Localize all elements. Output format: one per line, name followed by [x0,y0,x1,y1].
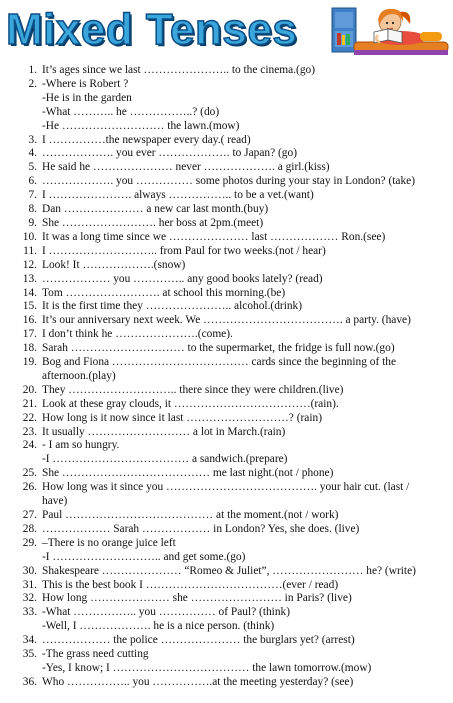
exercise-text: afternoon.(play) [42,369,116,382]
exercise-item [0,175,453,189]
exercise-text: Tom ……………………. at school this morning.(be) [42,286,286,299]
exercise-text: Look at these gray clouds, it ………………………………(rain). [42,397,339,410]
exercise-text: -Where is Robert ? [42,77,129,90]
exercise-item [0,161,453,175]
exercise-text: -Well, I ………………. he is a nice person. (think) [42,620,275,633]
exercise-number: 31. [22,578,37,591]
exercise-number: 14. [22,286,37,299]
exercise-number: 6. [28,175,37,188]
exercise-text: It was a long time since we ………………… last ……………… Ron.(see) [42,230,386,243]
exercise-continuation-line [0,92,453,106]
exercise-text: It usually ……………………… a lot in March.(rain) [42,425,286,438]
exercise-number: 23. [22,425,37,438]
exercise-item [0,259,453,273]
exercise-number: 33. [22,606,37,619]
exercise-item [0,147,453,161]
exercise-continuation-line [0,662,453,676]
exercise-item [0,579,453,593]
exercise-number: 28. [22,522,37,535]
exercise-number: 17. [22,328,37,341]
exercise-continuation-line [0,453,453,467]
exercise-number: 19. [22,356,37,369]
exercise-number: 2. [28,77,37,90]
exercise-text: She ………………………………… me last night.(not / phone) [42,467,334,480]
exercise-text: - I am so hungry. [42,439,120,452]
exercise-list [0,64,453,690]
exercise-item [0,314,453,328]
exercise-item [0,245,453,259]
exercise-continuation-line [0,370,453,384]
exercise-number: 11. [23,244,37,257]
exercise-text: -I ……………………………… a sandwich.(prepare) [42,453,288,466]
exercise-number: 29. [22,536,37,549]
exercise-item [0,384,453,398]
exercise-item [0,537,453,551]
exercise-text: Dan ………………… a new car last month.(buy) [42,203,269,216]
exercise-text: -I ……………………….. and get some.(go) [42,550,246,563]
exercise-text: I ……………the newspaper every day.( read) [42,133,251,146]
exercise-text: It is the first time they ………………….. alcohol.(drink) [42,300,303,313]
exercise-text: Who …………….. you …………….at the meeting yesterday? (see) [42,675,354,688]
exercise-continuation-line [0,551,453,565]
exercise-item [0,356,453,370]
exercise-text: -Yes, I know; I ……………………………… the lawn tomorrow.(mow) [42,661,372,674]
exercise-number: 15. [22,300,37,313]
exercise-item [0,676,453,690]
exercise-item [0,634,453,648]
exercise-number: 21. [22,397,37,410]
exercise-text: –There is no orange juice left [42,536,176,549]
exercise-item [0,273,453,287]
exercise-item [0,203,453,217]
exercise-number: 20. [22,383,37,396]
exercise-number: 32. [22,592,37,605]
exercise-item [0,439,453,453]
exercise-item [0,217,453,231]
exercise-continuation-line [0,106,453,120]
exercise-item [0,231,453,245]
exercise-item [0,467,453,481]
exercise-item [0,134,453,148]
girl-reading-illustration [330,2,450,60]
exercise-text: -He ……………………… the lawn.(mow) [42,119,240,132]
exercise-number: 3. [28,133,37,146]
exercise-number: 13. [22,272,37,285]
exercise-number: 35. [22,648,37,661]
exercise-text: -The grass need cutting [42,648,149,661]
exercise-item [0,342,453,356]
worksheet-title: Mixed Tenses [6,5,298,54]
exercise-number: 12. [22,258,37,271]
exercise-text: ……………… the police ………………… the burglars yet? (arrest) [42,634,355,647]
exercise-item [0,509,453,523]
exercise-number: 25. [22,467,37,480]
exercise-number: 22. [22,411,37,424]
exercise-text: I don’t think he ………………….(come). [42,328,233,341]
exercise-text: How long ………………… she …………………… in Paris? (live) [42,592,352,605]
exercise-text: He said he ………………… never ………………. a girl.(kiss) [42,161,330,174]
exercise-item [0,328,453,342]
exercise-number: 5. [28,161,37,174]
exercise-item [0,64,453,78]
exercise-text: Paul ………………………………… at the moment.(not / work) [42,509,339,521]
exercise-item [0,287,453,301]
exercise-text: She ……………………. her boss at 2pm.(meet) [42,216,264,229]
exercise-text: ……………… you ………….. any good books lately? (read) [42,272,323,285]
exercise-continuation-line [0,495,453,509]
exercise-item [0,523,453,537]
exercise-item [0,189,453,203]
exercise-number: 16. [22,314,37,327]
exercise-item [0,78,453,92]
exercise-number: 8. [28,203,37,216]
exercise-number: 7. [28,189,37,202]
exercise-item [0,592,453,606]
exercise-text: ………………. you ever ………………. to Japan? (go) [42,147,297,160]
exercise-item [0,398,453,412]
exercise-text: I ……………………….. from Paul for two weeks.(not / hear) [42,244,326,257]
exercise-number: 26. [22,481,37,494]
exercise-text: -What …………….. you …………… of Paul? (think) [42,606,291,619]
exercise-text: -What ……….. he ……………..? (do) [42,105,220,118]
exercise-item [0,648,453,662]
exercise-number: 18. [22,342,37,355]
exercise-text: ………………. you …………… some photos during your stay in London? (take) [42,175,416,188]
exercise-number: 34. [22,634,37,647]
exercise-item [0,426,453,440]
exercise-number: 4. [28,147,37,160]
exercise-number: 30. [22,564,37,577]
exercise-text: Sarah ………………………… to the supermarket, the fridge is full now.(go) [42,342,395,355]
exercise-item [0,412,453,426]
exercise-number: 27. [22,509,37,521]
exercise-text: How long is it now since it last ………………………? (rain) [42,411,322,424]
exercise-continuation-line [0,120,453,134]
exercise-text: -He is in the garden [42,91,132,104]
exercise-number: 36. [22,675,37,688]
exercise-text: How long was it since you …………………………………. your hair cut. (last / [42,481,410,494]
exercise-continuation-line [0,620,453,634]
exercise-text: ……………… Sarah ……………… in London? Yes, she does. (live) [42,522,360,535]
exercise-text: Shakespeare ………………… “Romeo & Juliet”, …………………… he? (write) [42,564,416,577]
exercise-text: This is the best book I ………………………………(ever / read) [42,578,339,591]
exercise-number: 9. [28,216,37,229]
exercise-number: 24. [22,439,37,452]
exercise-number: 1. [28,64,37,76]
exercise-number: 10. [22,230,37,243]
exercise-text: They ……………………….. there since they were children.(live) [42,383,344,396]
exercise-item [0,565,453,579]
exercise-item [0,481,453,495]
exercise-text: It’s ages since we last ………………….. to the cinema.(go) [42,64,315,76]
exercise-text: It’s our anniversary next week. We ………………………………. a party. (have) [42,314,411,327]
exercise-text: Look! It ……………….(snow) [42,258,186,271]
exercise-text: I …………………. always …………….. to be a vet.(want) [42,189,314,202]
exercise-item [0,300,453,314]
exercise-item [0,606,453,620]
exercise-text: Bog and Fiona ……………………………… cards since the beginning of the [42,356,397,369]
exercise-text: have) [42,495,68,508]
